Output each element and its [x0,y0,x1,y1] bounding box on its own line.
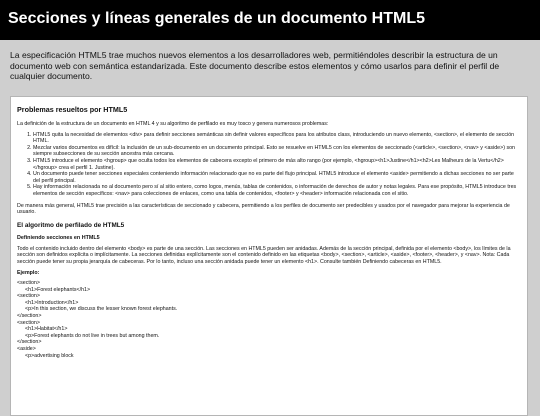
code-line: <h1>Introduction</h1> [25,299,79,306]
intro-paragraph: La especificación HTML5 trae muchos nuevos elementos a los desarrolladores web, permitiéndoles describir la estructura de un documento web con semántica estandarizada. Este documento describe estos elementos y cómo usarlos para definir el perfil de cualquier documento. [10,50,500,82]
example-label: Ejemplo: [17,269,40,276]
code-line: </section> [17,313,42,320]
content-card [10,96,528,416]
code-line: <p>Forest elephants do not live in trees but among them. [25,332,160,339]
code-line: <section> [17,280,40,287]
code-line: <h1>Forest elephants</h1> [25,286,91,293]
page-title: Secciones y líneas generales de un documento HTML5 [8,10,426,27]
list-item: 5. Hay información relacionada no al documento pero sí al sitio entero, como logos, menús, tablas de contenidos, o información de derechos de autor y notas legales. Para ese propósito, HTML5 introduce tres elementos de sección específicos: <nav> para colecciones de enlaces, como una tabla de contenidos, <footer> y <header> información relacionada con el sitio. [33,184,521,197]
code-line: <section> [17,319,40,326]
problems-list [17,132,521,198]
section-heading-problems: Problemas resueltos por HTML5 [17,105,128,114]
code-line: <p>In this section, we discuss the lesser known forest elephants. [25,306,178,313]
problems-closing: De manera más general, HTML5 trae precisión a las características de seccionado y cabecera, permitiendo a los perfiles de documento ser predecibles y usados por el navegador para mejorar la experiencia de usuario. [17,202,510,216]
section-heading-algorithm: El algoritmo de perfilado de HTML5 [17,221,125,229]
list-item: 2. Mezclar varios documentos es difícil: la inclusión de un sub-documento en un documento principal. Esto se resuelve en HTML5 con los elementos de seccionado (<article>, <section>, <nav> y <aside>) son siempre subsecciones de su sección ancestra más cercana. [33,145,521,158]
list-item: 3. HTML5 introduce el elemento <hgroup> que oculta todos los elementos de cabecera excepto el primero de más alto rango (por ejemplo, <hgroup><h1>Justine</h1><h2>Les Malheurs de la Vertu</h2></hgroup> crea el perfil 1. Justine). [33,158,521,171]
code-line: <section> [17,293,40,300]
algorithm-body: Todo el contenido incluido dentro del elemento <body> es parte de una sección. Las secciones en HTML5 pueden ser anidadas. Además de la sección principal, definida por el elemento <body>, los límites de la sección son definidos explícita o implícitamente. La secciones definidas explícitamente son el contenido definido en las etiquetas <body>, <section>, <article>, <aside>, <footer>, <header>, y <nav>. Nota: Cada sección puede tener su propia jerarquía de cabeceras. Por lo tanto, incluso una sección anidada puede tener un elemento <h1>. Consulte también Definiendo cabeceras en HTML5. [17,245,511,265]
problems-lead: La definición de la estructura de un documento en HTML 4 y su algoritmo de perfilado es muy tosco y genera numerosos problemas: [17,121,329,127]
list-item: 4. Un documento puede tener secciones especiales conteniendo información relacionado que no es parte del flujo principal. HTML5 introduce el elemento <aside> permitiendo a dichas secciones no ser parte del perfil principal. [33,171,521,184]
list-item: 1. HTML5 quita la necesidad de elementos <div> para definir secciones semánticas sin definir valores específicos para los atributos class, introduciendo un nuevo elemento, <section>, el elemento de sección HTML. [33,132,521,145]
page-title-bar [0,0,540,40]
code-line: <h1>Habitat</h1> [25,326,68,333]
code-example [17,280,521,359]
code-line: </section> [17,339,42,346]
code-line: <p>advertising block [25,352,74,359]
subheading-defining-sections: Definiendo secciones en HTML5 [17,234,100,241]
code-line: <aside> [17,346,36,353]
